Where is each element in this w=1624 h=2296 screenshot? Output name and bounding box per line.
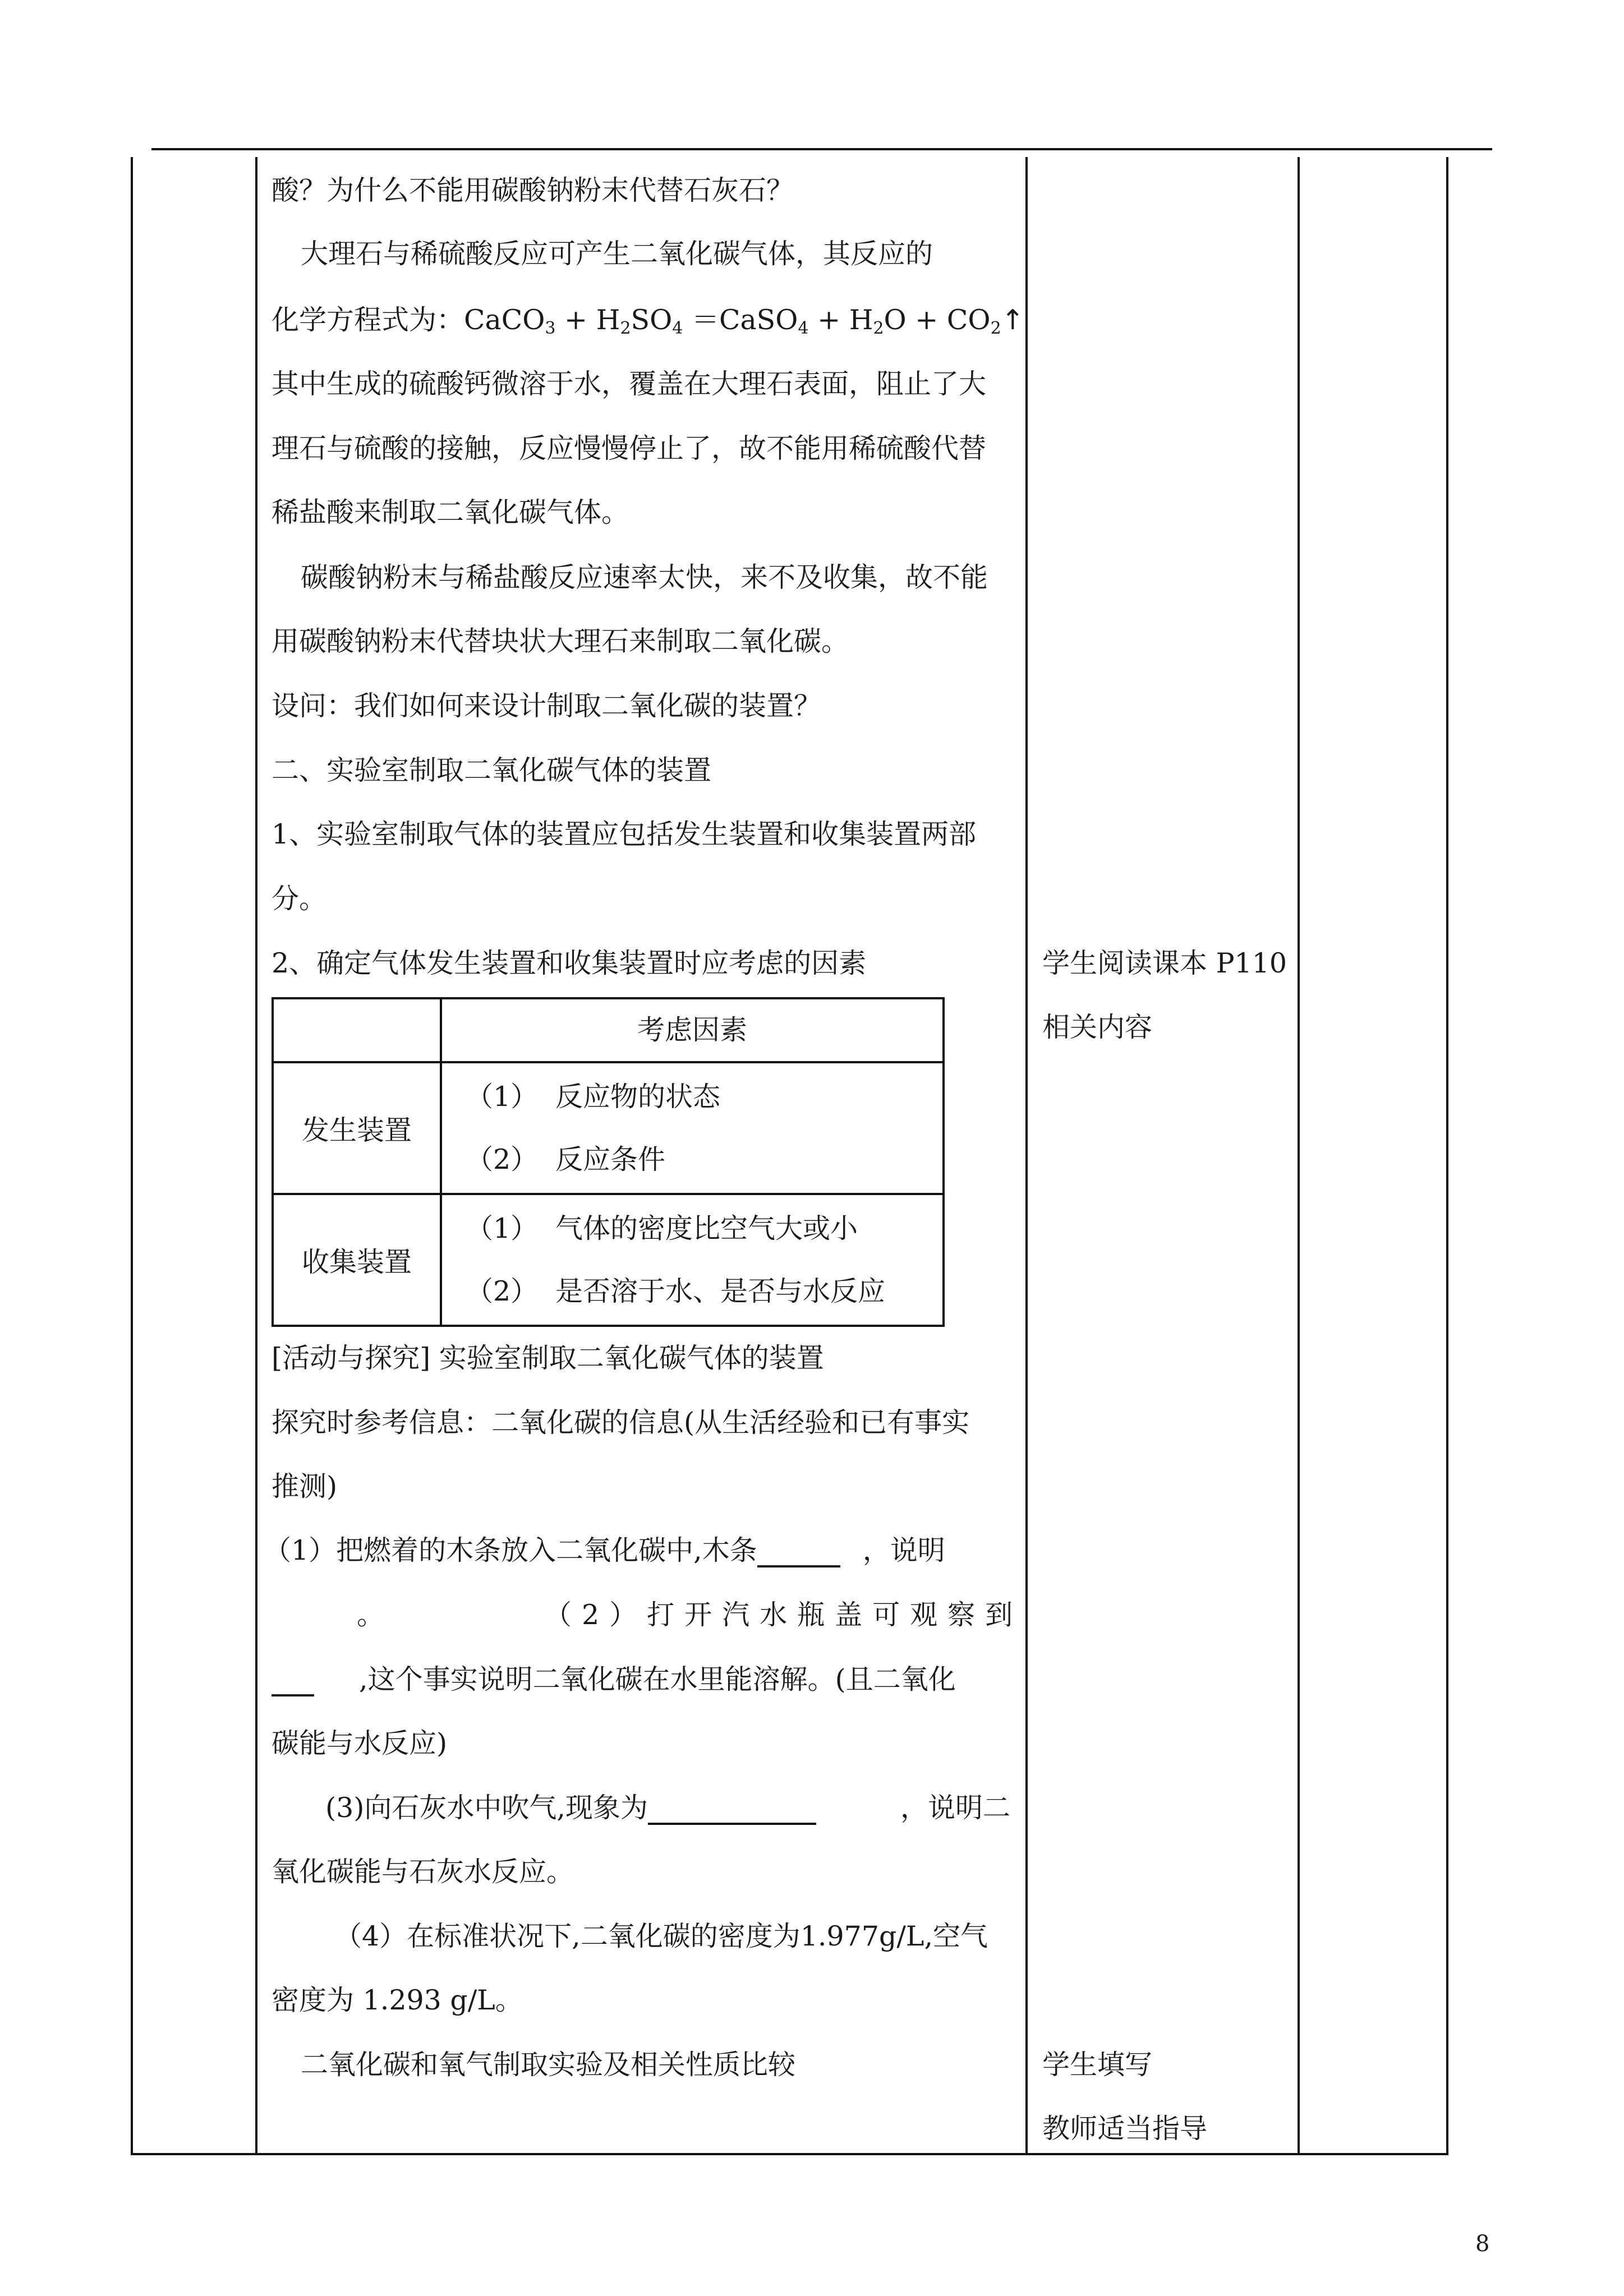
paragraph-line: 探究时参考信息：二氧化碳的信息(从生活经验和已有事实 <box>272 1407 970 1439</box>
paragraph-line: 用碳酸钠粉末代替块状大理石来制取二氧化碳。 <box>272 625 849 657</box>
paragraph-line: 大理石与稀硫酸反应可产生二氧化碳气体，其反应的 <box>301 238 933 270</box>
paragraph-line: 推测) <box>272 1470 338 1502</box>
table-row-label: 收集装置 <box>273 1194 441 1326</box>
table-cell-items <box>441 1062 944 1194</box>
table-row-label: 发生装置 <box>273 1062 441 1194</box>
factors-table <box>272 997 945 1327</box>
question-3-continuation: 氧化碳能与石灰水反应。 <box>272 1856 574 1888</box>
answer-blank[interactable] <box>757 1539 840 1567</box>
question-1-continuation: 。 <box>357 1599 385 1631</box>
activity-note: 学生填写 <box>1042 2049 1153 2081</box>
question-4-line: （4）在标准状况下,二氧化碳的密度为1.977g/L,空气 <box>334 1920 988 1952</box>
column-border <box>1025 157 1028 2155</box>
column-border <box>1446 157 1448 2155</box>
paragraph-line: 碳酸钠粉末与稀盐酸反应速率太快，来不及收集，故不能 <box>301 561 988 593</box>
question-2-line: （2）打开汽水瓶盖可观察到 <box>544 1599 1023 1631</box>
factor-item: （2） 反应条件 <box>466 1143 666 1175</box>
activity-note: 教师适当指导 <box>1042 2113 1208 2145</box>
question-2-continuation: 碳能与水反应) <box>272 1727 448 1759</box>
table-corner-cell <box>273 998 441 1062</box>
paragraph-line: 分。 <box>272 883 327 915</box>
paragraph-line: 2、确定气体发生装置和收集装置时应考虑的因素 <box>272 947 867 979</box>
question-1-line: （1）把燃着的木条放入二氧化碳中,木条 ，说明 <box>264 1534 945 1566</box>
question-line: 设问：我们如何来设计制取二氧化碳的装置？ <box>272 690 822 722</box>
factor-item: （1） 气体的密度比空气大或小 <box>466 1212 858 1244</box>
activity-heading: [活动与探究] 实验室制取二氧化碳气体的装置 <box>272 1342 824 1374</box>
factor-item: （2） 是否溶于水、是否与水反应 <box>466 1275 886 1307</box>
column-border <box>1298 157 1300 2155</box>
column-border <box>131 157 133 2155</box>
table-header-cell: 考虑因素 <box>441 998 944 1062</box>
chemical-equation: 化学方程式为：CaCO$_3$ + $H_2SO_4$ ＝CaSO$_4$ + $H_2O$ + $CO_2↑$ <box>272 304 1024 338</box>
table-bottom-border <box>131 2153 1448 2155</box>
paragraph-line: 其中生成的硫酸钙微溶于水，覆盖在大理石表面，阻止了大 <box>272 368 987 400</box>
paragraph-line: 理石与硫酸的接触，反应慢慢停止了，故不能用稀硫酸代替 <box>272 432 987 464</box>
comparison-heading: 二氧化碳和氧气制取实验及相关性质比较 <box>301 2049 796 2081</box>
column-border <box>255 157 257 2155</box>
paragraph-line: 稀盐酸来制取二氧化碳气体。 <box>272 496 629 528</box>
question-3-line: (3)向石灰水中吹气,现象为 ，说明二 <box>325 1792 1011 1824</box>
page-number: 8 <box>1475 2231 1490 2257</box>
section-heading: 二、实验室制取二氧化碳气体的装置 <box>272 754 712 786</box>
header-rule <box>151 148 1492 150</box>
answer-blank[interactable] <box>272 1668 314 1696</box>
paragraph-line: 1、实验室制取气体的装置应包括发生装置和收集装置两部 <box>272 818 977 850</box>
activity-note: 学生阅读课本 P110 <box>1042 947 1287 979</box>
paragraph-line: 酸？为什么不能用碳酸钠粉末代替石灰石？ <box>272 174 794 206</box>
answer-blank[interactable] <box>648 1797 816 1825</box>
table-cell-items <box>441 1194 944 1326</box>
activity-note: 相关内容 <box>1042 1011 1153 1043</box>
factor-item: （1） 反应物的状态 <box>466 1080 721 1113</box>
question-2-line: ,这个事实说明二氧化碳在水里能溶解。(且二氧化 <box>272 1663 956 1696</box>
question-4-continuation: 密度为 1.293 g/L。 <box>272 1984 523 2016</box>
up-arrow-icon: ↑ <box>1001 304 1024 336</box>
